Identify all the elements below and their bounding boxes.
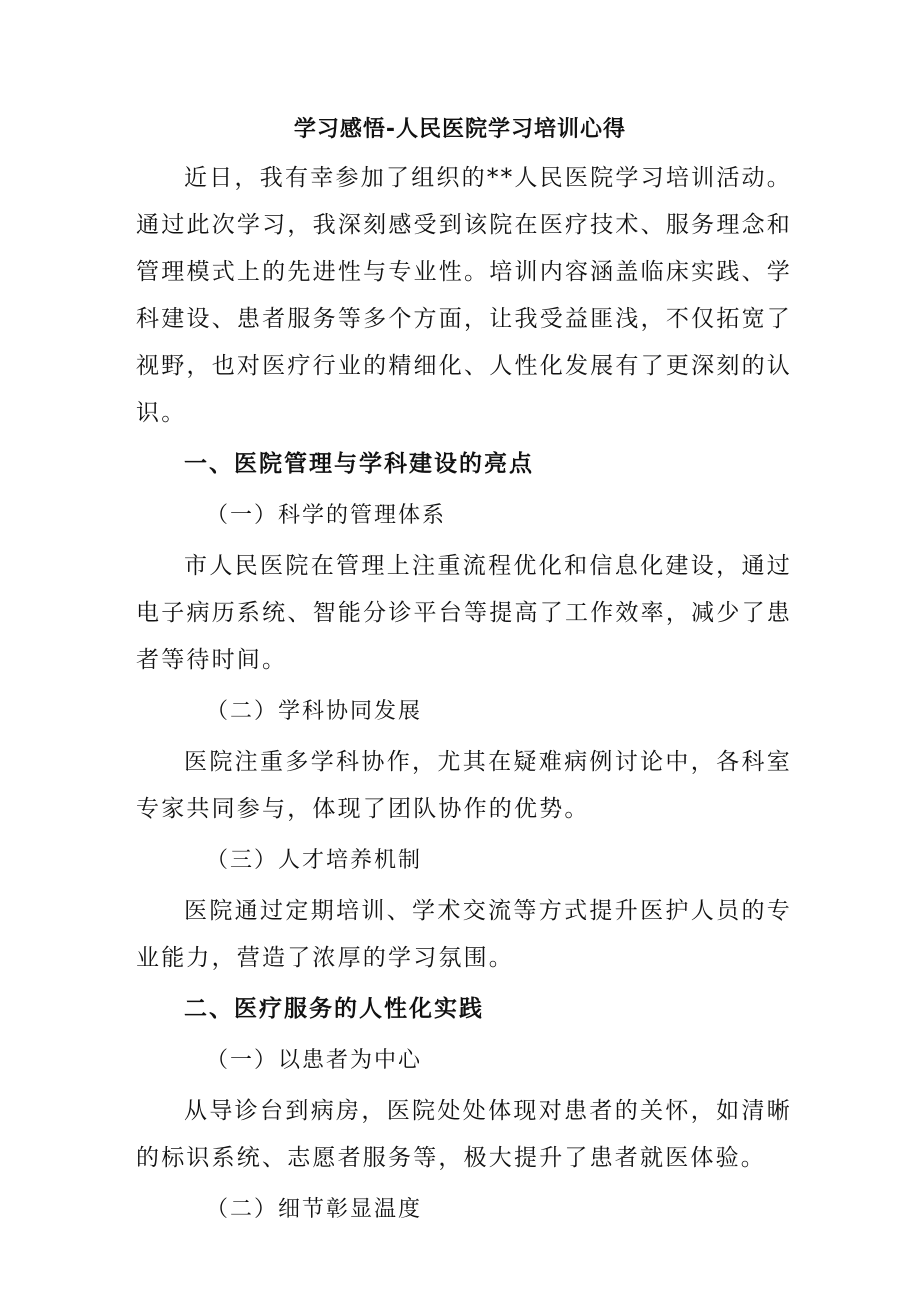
section-2-sub-1-heading: （一）以患者为中心 xyxy=(206,1048,423,1073)
intro-paragraph: 近日，我有幸参加了组织的**人民医院学习培训活动。通过此次学习，我深刻感受到该院在医疗技术、服务理念和管理模式上的先进性与专业性。培训内容涵盖临床实践、学科建设、患者服务等多个方面，让我受益匪浅，不仅拓宽了视野，也对医疗行业的精细化、人性化发展有了更深刻的认识。 xyxy=(136,165,792,426)
section-2-sub-2-heading: （二）细节彰显温度 xyxy=(206,1197,423,1222)
section-1-sub-1-paragraph: 市人民医院在管理上注重流程优化和信息化建设，通过电子病历系统、智能分诊平台等提高了工作效率，减少了患者等待时间。 xyxy=(136,553,792,673)
section-1-heading: 一、医院管理与学科建设的亮点 xyxy=(184,451,534,477)
section-1-sub-3-paragraph: 医院通过定期培训、学术交流等方式提升医护人员的专业能力，营造了浓厚的学习氛围。 xyxy=(136,898,792,971)
section-1-sub-2-paragraph: 医院注重多学科协作，尤其在疑难病例讨论中，各科室专家共同参与，体现了团队协作的优势。 xyxy=(136,749,792,822)
document-body xyxy=(136,155,792,1237)
section-1-sub-3-heading: （三）人才培养机制 xyxy=(206,848,423,873)
section-2-sub-1-paragraph: 从导诊台到病房，医院处处体现对患者的关怀，如清晰的标识系统、志愿者服务等，极大提升了患者就医体验。 xyxy=(136,1098,792,1171)
section-1-sub-1-heading: （一）科学的管理体系 xyxy=(206,503,447,528)
document-title: 学习感悟-人民医院学习培训心得 xyxy=(293,117,627,142)
section-1-sub-2-heading: （二）学科协同发展 xyxy=(206,699,423,724)
section-2-heading: 二、医疗服务的人性化实践 xyxy=(184,996,484,1022)
